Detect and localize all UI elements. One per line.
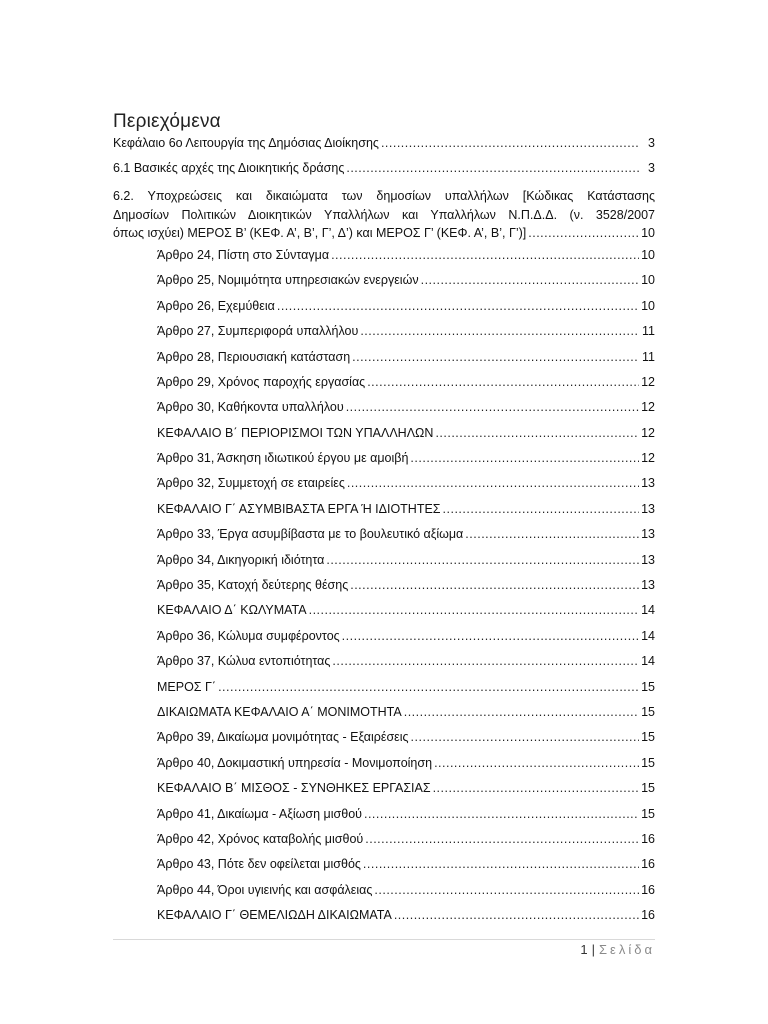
toc-entry-text: όπως ισχύει) ΜΕΡΟΣ Β’ (ΚΕΦ. Α’, Β’, Γ’, Δ’) και ΜΕΡΟΣ Γ’ (ΚΕΦ. Α’, Β’, Γ’)] bbox=[113, 225, 527, 240]
toc-entry-page: 16 bbox=[641, 908, 655, 923]
toc-entry-text: Άρθρο 39, Δικαίωμα μονιμότητας - Εξαιρέσεις bbox=[157, 730, 409, 745]
toc-sub-entry[interactable] bbox=[113, 476, 655, 501]
toc-entry-text: Άρθρο 43, Πότε δεν οφείλεται μισθός bbox=[157, 857, 361, 872]
dot-leader bbox=[309, 603, 639, 617]
toc-entry-page: 10 bbox=[641, 225, 655, 240]
toc-entry-text: ΚΕΦΑΛΑΙΟ Β΄ ΜΙΣΘΟΣ - ΣΥΝΘΗΚΕΣ ΕΡΓΑΣΙΑΣ bbox=[157, 781, 431, 796]
toc-entry-page: 16 bbox=[641, 831, 655, 846]
dot-leader bbox=[365, 832, 639, 846]
toc-sub-entry[interactable] bbox=[113, 908, 655, 933]
dot-leader bbox=[435, 426, 639, 440]
toc-sub-entry[interactable] bbox=[113, 350, 655, 375]
dot-leader bbox=[381, 136, 639, 150]
toc-entry-page: 10 bbox=[641, 247, 655, 262]
toc-entry-text: ΚΕΦΑΛΑΙΟ Γ΄ ΘΕΜΕΛΙΩΔΗ ΔΙΚΑΙΩΜΑΤΑ bbox=[157, 908, 392, 923]
dot-leader bbox=[433, 781, 639, 795]
dot-leader bbox=[326, 553, 639, 567]
toc-entry-page: 3 bbox=[648, 136, 655, 150]
toc-sub-entry[interactable] bbox=[113, 299, 655, 324]
toc-sub-entry[interactable] bbox=[113, 502, 655, 527]
toc-sub-entry[interactable] bbox=[113, 248, 655, 273]
toc-entry-6-2[interactable] bbox=[113, 187, 655, 246]
dot-leader bbox=[528, 226, 639, 240]
toc-sub-entry[interactable] bbox=[113, 756, 655, 781]
toc-entry-page: 11 bbox=[642, 349, 655, 364]
toc-sub-entry[interactable] bbox=[113, 527, 655, 552]
toc-entry-page: 15 bbox=[641, 755, 655, 770]
toc-sub-entry[interactable] bbox=[113, 451, 655, 476]
toc-sub-list bbox=[113, 248, 655, 934]
toc-entry-page: 3 bbox=[648, 161, 655, 176]
toc-entry-text: 6.1 Βασικές αρχές της Διοικητικής δράσης bbox=[113, 161, 345, 176]
toc-entry-page: 15 bbox=[641, 730, 655, 745]
toc-entry-page: 13 bbox=[641, 527, 655, 542]
dot-leader bbox=[346, 161, 639, 175]
dot-leader bbox=[443, 502, 639, 516]
toc-sub-entry[interactable] bbox=[113, 832, 655, 857]
toc-entry-page: 16 bbox=[641, 857, 655, 872]
toc-sub-entry[interactable] bbox=[113, 781, 655, 806]
toc-entry-text: Άρθρο 31, Άσκηση ιδιωτικού έργου με αμοιβή bbox=[157, 451, 409, 466]
toc-entry-text: Άρθρο 30, Καθήκοντα υπαλλήλου bbox=[157, 400, 344, 415]
dot-leader bbox=[410, 451, 639, 465]
toc-entry-text: Άρθρο 41, Δικαίωμα - Αξίωση μισθού bbox=[157, 806, 362, 821]
footer-page-number: 1 bbox=[580, 942, 588, 957]
toc-entry-text: Άρθρο 34, Δικηγορική ιδιότητα bbox=[157, 552, 325, 567]
dot-leader bbox=[277, 299, 639, 313]
toc-entry-text: Άρθρο 42, Χρόνος καταβολής μισθού bbox=[157, 831, 364, 846]
toc-entry-text: Άρθρο 37, Κώλυα εντοπιότητας bbox=[157, 654, 331, 669]
dot-leader bbox=[347, 476, 639, 490]
toc-sub-entry[interactable] bbox=[113, 883, 655, 908]
toc-entry-text: Άρθρο 32, Συμμετοχή σε εταιρείες bbox=[157, 476, 345, 491]
toc-sub-entry[interactable] bbox=[113, 629, 655, 654]
toc-entry-text: Άρθρο 25, Νομιμότητα υπηρεσιακών ενεργειών bbox=[157, 273, 419, 288]
dot-leader bbox=[342, 629, 639, 643]
toc-entry-text: Άρθρο 44, Όροι υγιεινής και ασφάλειας bbox=[157, 882, 373, 897]
toc-entry-text: Άρθρο 28, Περιουσιακή κατάσταση bbox=[157, 349, 351, 364]
toc-entry-page: 13 bbox=[641, 476, 655, 491]
toc-entry-text: ΚΕΦΑΛΑΙΟ Β΄ ΠΕΡΙΟΡΙΣΜΟΙ ΤΩΝ ΥΠΑΛΛΗΛΩΝ bbox=[157, 425, 434, 440]
dot-leader bbox=[352, 350, 639, 364]
toc-entry-page: 10 bbox=[641, 298, 655, 313]
dot-leader bbox=[332, 654, 639, 668]
toc-entry-text: ΔΙΚΑΙΩΜΑΤΑ ΚΕΦΑΛΑΙΟ Α΄ ΜΟΝΙΜΟΤΗΤΑ bbox=[157, 705, 402, 719]
toc-sub-entry[interactable] bbox=[113, 324, 655, 349]
toc-entry-text: Άρθρο 35, Κατοχή δεύτερης θέσης bbox=[157, 578, 349, 593]
footer-page-label: Σελίδα bbox=[599, 942, 655, 957]
toc-sub-entry[interactable] bbox=[113, 273, 655, 298]
dot-leader bbox=[404, 705, 639, 719]
toc-entry-page: 15 bbox=[641, 705, 655, 719]
toc-entry-page: 11 bbox=[642, 324, 655, 339]
dot-leader bbox=[360, 324, 639, 338]
toc-list bbox=[113, 136, 655, 934]
dot-leader bbox=[331, 248, 639, 262]
toc-entry-text: ΜΕΡΟΣ Γ΄ bbox=[157, 679, 217, 694]
toc-sub-entry[interactable] bbox=[113, 553, 655, 578]
toc-sub-entry[interactable] bbox=[113, 730, 655, 755]
toc-entry-page: 12 bbox=[641, 425, 655, 440]
toc-entry-page: 15 bbox=[641, 781, 655, 796]
toc-entry-page: 10 bbox=[641, 273, 655, 288]
dot-leader bbox=[421, 273, 639, 287]
toc-sub-entry[interactable] bbox=[113, 705, 655, 730]
toc-entry-page: 13 bbox=[641, 501, 655, 516]
toc-sub-entry[interactable] bbox=[113, 375, 655, 400]
toc-entry-6-2-line-2: Δημοσίων Πολιτικών Διοικητικών Υπαλλήλων και Υπαλλήλων Ν.Π.Δ.Δ. (ν. 3528/2007 bbox=[113, 208, 655, 223]
toc-entry-page: 15 bbox=[641, 806, 655, 821]
toc-entry-page: 12 bbox=[641, 451, 655, 466]
toc-entry-text: Άρθρο 27, Συμπεριφορά υπαλλήλου bbox=[157, 324, 359, 339]
toc-entry-page: 12 bbox=[641, 400, 655, 415]
toc-sub-entry[interactable] bbox=[113, 426, 655, 451]
toc-entry-page: 13 bbox=[641, 552, 655, 567]
toc-entry-page: 14 bbox=[641, 603, 655, 618]
toc-entry-page: 13 bbox=[641, 578, 655, 593]
footer-separator: | bbox=[591, 942, 596, 957]
toc-title: Περιεχόμενα bbox=[113, 111, 221, 132]
toc-entry-text: Άρθρο 24, Πίστη στο Σύνταγμα bbox=[157, 247, 330, 262]
dot-leader bbox=[411, 730, 639, 744]
toc-entry-page: 14 bbox=[641, 654, 655, 669]
toc-sub-entry[interactable] bbox=[113, 603, 655, 628]
toc-entry-6-2-line-3 bbox=[113, 226, 655, 246]
toc-entry-text: Άρθρο 36, Κώλυμα συμφέροντος bbox=[157, 628, 340, 643]
toc-entry-text: Άρθρο 40, Δοκιμαστική υπηρεσία - Μονιμοποίηση bbox=[157, 755, 433, 770]
toc-entry-text: Άρθρο 33, Έργα ασυμβίβαστα με το βουλευτικό αξίωμα bbox=[157, 527, 464, 542]
dot-leader bbox=[367, 375, 639, 389]
toc-entry-page: 16 bbox=[641, 882, 655, 897]
toc-sub-entry[interactable] bbox=[113, 807, 655, 832]
dot-leader bbox=[350, 578, 639, 592]
toc-entry-text: Άρθρο 29, Χρόνος παροχής εργασίας bbox=[157, 374, 366, 389]
dot-leader bbox=[218, 680, 639, 694]
footer-divider bbox=[113, 939, 655, 940]
toc-entry-page: 14 bbox=[641, 628, 655, 643]
toc-entry-6-1[interactable] bbox=[113, 161, 655, 186]
dot-leader bbox=[374, 883, 639, 897]
toc-entry-page: 15 bbox=[641, 679, 655, 694]
toc-entry-chapter-6[interactable] bbox=[113, 136, 655, 161]
page-footer bbox=[580, 942, 655, 957]
toc-entry-page: 12 bbox=[641, 374, 655, 389]
dot-leader bbox=[434, 756, 639, 770]
toc-sub-entry[interactable] bbox=[113, 857, 655, 882]
toc-entry-text: Άρθρο 26, Εχεμύθεια bbox=[157, 298, 275, 313]
toc-entry-6-2-line-1: 6.2. Υποχρεώσεις και δικαιώματα των δημοσίων υπαλλήλων [Κώδικας Κατάστασης bbox=[113, 188, 655, 203]
toc-sub-entry[interactable] bbox=[113, 578, 655, 603]
toc-sub-entry[interactable] bbox=[113, 680, 655, 705]
toc-sub-entry[interactable] bbox=[113, 654, 655, 679]
dot-leader bbox=[394, 908, 639, 922]
dot-leader bbox=[364, 807, 639, 821]
dot-leader bbox=[346, 400, 639, 414]
dot-leader bbox=[465, 527, 639, 541]
dot-leader bbox=[363, 857, 639, 871]
toc-entry-text: Κεφάλαιο 6ο Λειτουργία της Δημόσιας Διοίκησης bbox=[113, 136, 379, 150]
toc-entry-text: ΚΕΦΑΛΑΙΟ Γ΄ ΑΣΥΜΒΙΒΑΣΤΑ ΕΡΓΑ Ή ΙΔΙΟΤΗΤΕΣ bbox=[157, 501, 441, 516]
toc-entry-text: ΚΕΦΑΛΑΙΟ Δ΄ ΚΩΛΥΜΑΤΑ bbox=[157, 603, 307, 618]
toc-sub-entry[interactable] bbox=[113, 400, 655, 425]
